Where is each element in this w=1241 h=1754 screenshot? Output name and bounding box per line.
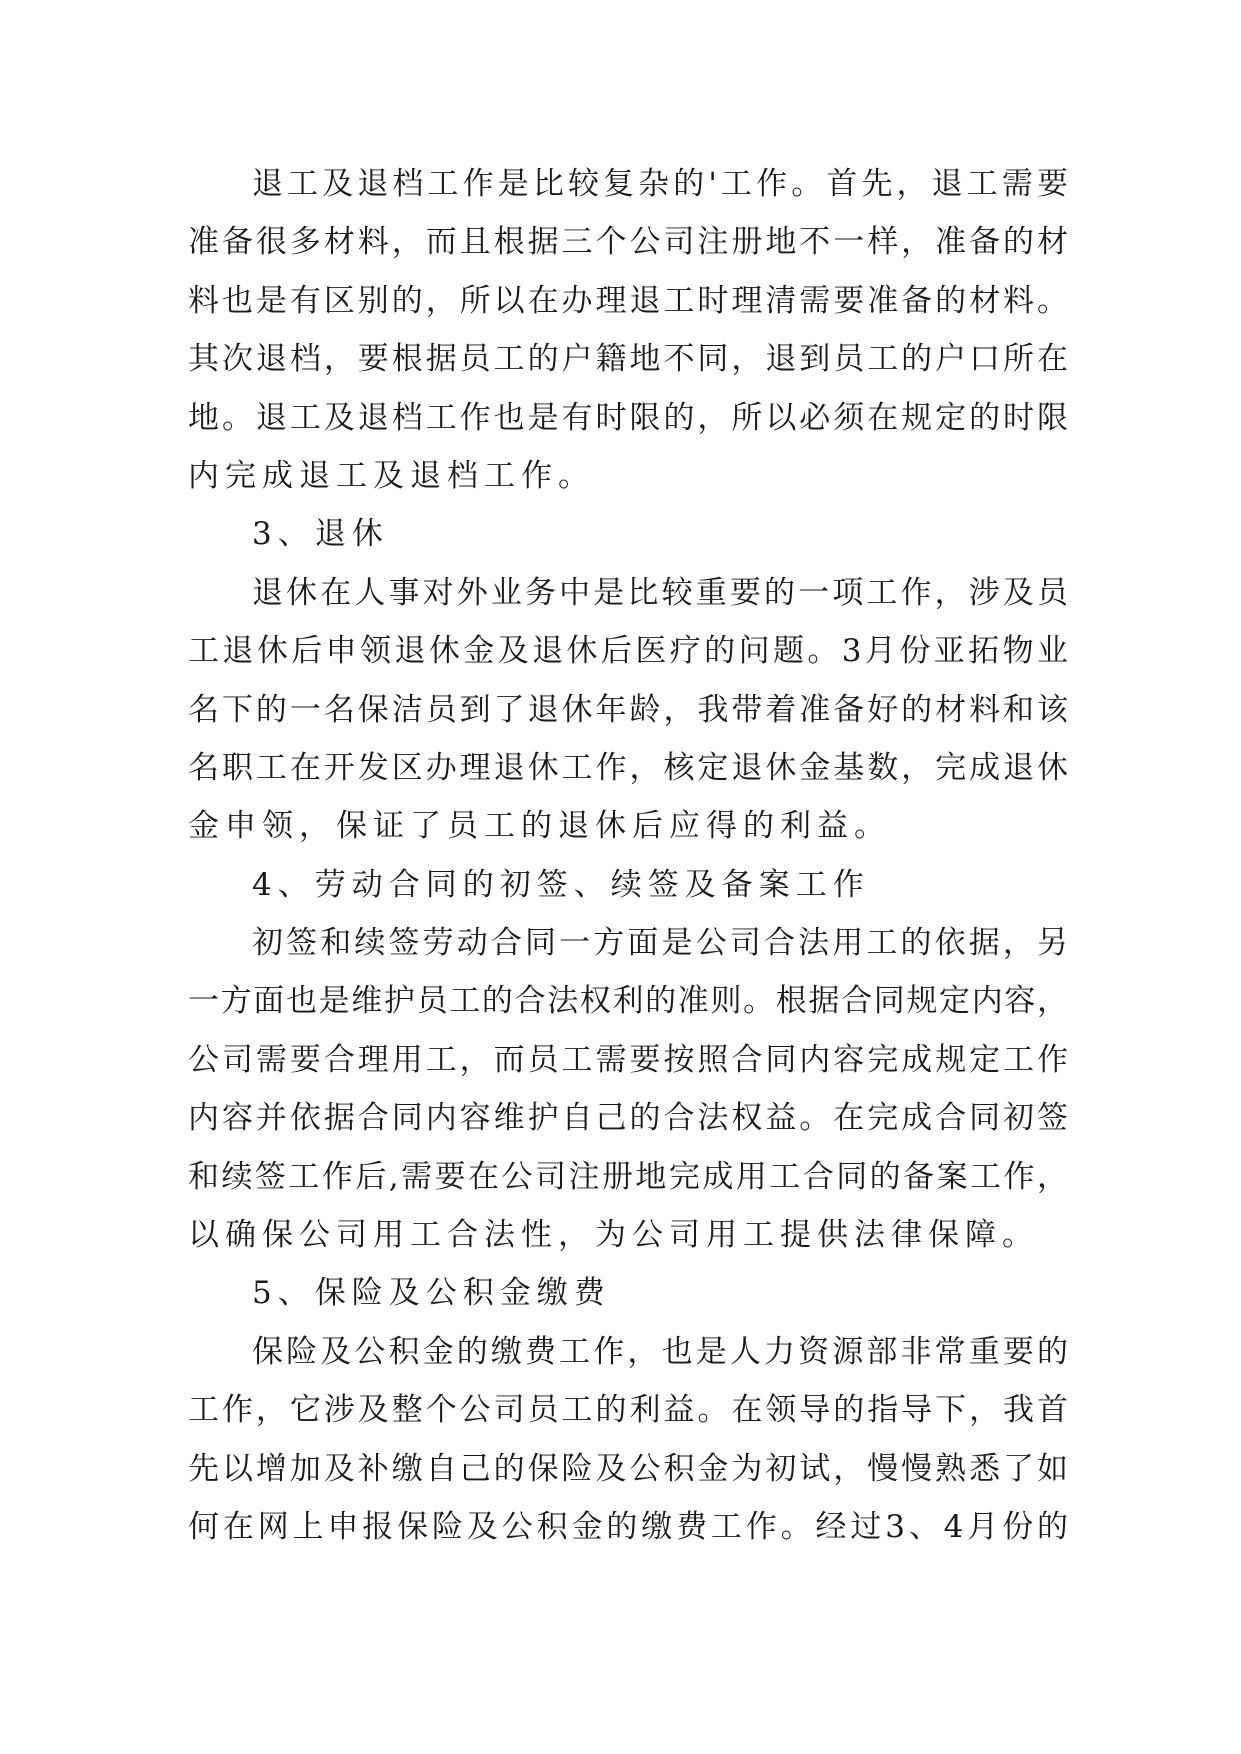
text-line: 名下的一名保洁员到了退休年龄，我带着准备好的材料和该 xyxy=(188,691,1068,728)
text-line: 工退休后申领退休金及退休后医疗的问题。3月份亚拓物业 xyxy=(188,633,1068,670)
text-line: 先以增加及补缴自己的保险及公积金为初试，慢慢熟悉了如 xyxy=(188,1450,1068,1487)
text-line: 退休在人事对外业务中是比较重要的一项工作，涉及员 xyxy=(252,574,1068,611)
section-heading: 4、劳动合同的初签、续签及备案工作 xyxy=(252,866,870,903)
section-heading: 5、保险及公积金缴费 xyxy=(252,1275,611,1312)
document-body xyxy=(188,155,1068,1556)
text-line: 其次退档，要根据员工的户籍地不同，退到员工的户口所在 xyxy=(188,341,1068,378)
text-line: 公司需要合理用工，而员工需要按照合同内容完成规定工作 xyxy=(188,1041,1068,1078)
text-line: 初签和续签劳动合同一方面是公司合法用工的依据，另 xyxy=(252,925,1068,962)
text-line: 何在网上申报保险及公积金的缴费工作。经过3、4月份的 xyxy=(188,1508,1068,1545)
section-heading: 3、退休 xyxy=(252,516,389,553)
text-line: 料也是有区别的，所以在办理退工时理清需要准备的材料。 xyxy=(188,282,1068,319)
text-line: 金申领，保证了员工的退休后应得的利益。 xyxy=(188,808,891,845)
text-line: 内容并依据合同内容维护自己的合法权益。在完成合同初签 xyxy=(188,1100,1068,1137)
text-line: 工作，它涉及整个公司员工的利益。在领导的指导下，我首 xyxy=(188,1392,1068,1429)
text-line: 地。退工及退档工作也是有时限的，所以必须在规定的时限 xyxy=(188,399,1068,436)
text-line: 内完成退工及退档工作。 xyxy=(188,457,595,494)
text-line: 名职工在开发区办理退休工作，核定退休金基数，完成退休 xyxy=(188,749,1068,786)
text-line: 准备很多材料，而且根据三个公司注册地不一样，准备的材 xyxy=(188,224,1068,261)
text-line: 以确保公司用工合法性，为公司用工提供法律保障。 xyxy=(188,1217,1039,1254)
text-line: 一方面也是维护员工的合法权利的准则。根据合同规定内容， xyxy=(188,983,1068,1020)
text-line: 和续签工作后,需要在公司注册地完成用工合同的备案工作， xyxy=(188,1158,1068,1195)
text-line: 保险及公积金的缴费工作，也是人力资源部非常重要的 xyxy=(252,1333,1068,1370)
text-line: 退工及退档工作是比较复杂的'工作。首先，退工需要 xyxy=(252,166,1068,202)
